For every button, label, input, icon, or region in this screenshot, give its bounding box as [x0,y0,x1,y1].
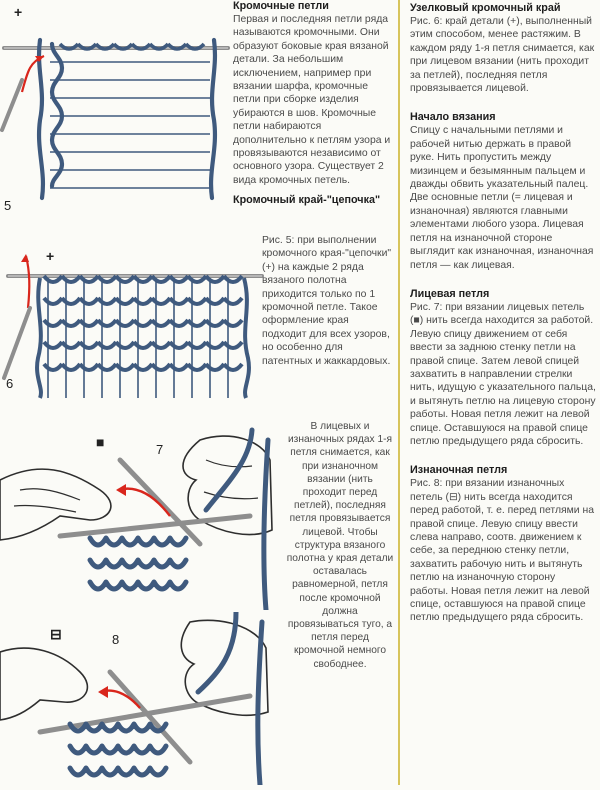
figure-7-illustration [0,420,280,610]
section-body-chain-edge-2: В лицевых и изнаночных рядах 1-я петля снимается, как при изнаночном вязании (нить проходит перед петлей), последняя петля провязывается лицевой. Чтобы структура вязаного полотна у края детали оставалась равномерной, петля после кромочной должна провязываться туго, а петля перед кромочной немного свободнее. [286,421,394,670]
section-title-purl-stitch: Изнаночная петля [410,464,508,477]
column-2 [410,2,596,625]
figure-7-number: 7 [156,442,164,457]
section-title-chain-edge: Кромочный край-"цепочка" [233,194,381,207]
column-1-top [233,0,393,207]
section-title-selvedge-stitches: Кромочные петли [233,0,329,12]
section-body-selvedge-stitches: Первая и последняя петли ряда называются кромочными. Они образуют боковые края вязаной детали. За небольшим исключением, например при вязании шарфа, кромочные петли при сборке изделия убираются в шов. Кромочные петли набираются дополнительно к петлям узора и провязываются независимо от основного узора. Существует 2 вида кромочных петель. [233,14,391,186]
column-1-chain-edge [262,234,393,368]
section-title-cast-on: Начало вязания [410,111,496,124]
purl-stitch-symbol: ⊟ [50,626,62,642]
section-body-cast-on: Спицу с начальными петлями и рабочей нитью держать в правой руке. Нить пропустить между мизинцем и безымянным пальцем и дважды обвить указательный палец. Две основные петли (= лицевая и изнаночная) являются главными элементами любого узора. Лицевая петля на изнаночной стороне выглядит как изнаночная, изнаночная петля — как лицевая. [410,125,594,271]
section-body-knot-edge: Рис. 6: край детали (+), выполненный этим способом, менее растяжим. В каждом ряду 1-я петля снимается, как при лицевом вязании (нить проходит за петлей), последняя петля провязывается лицевой. [410,16,595,95]
figure-6-illustration [0,248,270,408]
figure-8-number: 8 [112,632,120,647]
section-title-knit-stitch: Лицевая петля [410,287,490,300]
figure-8-illustration [0,612,280,785]
section-body-chain-edge: Рис. 5: при выполнении кромочного края-"цепочки" (+) на каждые 2 ряда вязаного полотна приходится только по 1 кромочной петле. Такое оформление края подходит для всех узоров, но особенно для патентных и жаккардовых. [262,235,392,367]
figure-6-number: 6 [6,376,14,391]
column-divider [398,0,400,785]
section-body-purl-stitch: Рис. 8: при вязании изнаночных петель (⊟) нить всегда находится перед работой, т. е. перед петлями на правой спице. Левую спицу ввести слева направо, соотв. движением к себе, за переднюю стенку петли, захватить рабочую нить и вытянуть петлю на изнаночную сторону работы. Новая петля лежит на левой спице, оставшуюся на правой спице петлю предыдущего ряда сбросить. [410,478,594,624]
section-title-knot-edge: Узелковый кромочный край [410,2,561,14]
selvedge-mark-fig5: + [14,4,23,20]
column-1-chain-edge-continued [286,420,394,671]
figure-5-number: 5 [4,198,12,213]
selvedge-mark-fig6: + [46,248,55,264]
section-body-knit-stitch: Рис. 7: при вязании лицевых петель (■) нить всегда находится за работой. Левую спицу движением от себя ввести за заднюю стенку петли на правой спице. Затем левой спицей захватить в направлении стрелки нить, идущую с указательного пальца, и вытянуть петлю на лицевую сторону работы. Новая петля лежит на левой спице. Оставшуюся на правой спице петлю предыдущего ряда сбросить. [410,301,596,447]
figure-5-illustration [0,0,232,220]
knit-stitch-symbol: ■ [96,434,105,450]
